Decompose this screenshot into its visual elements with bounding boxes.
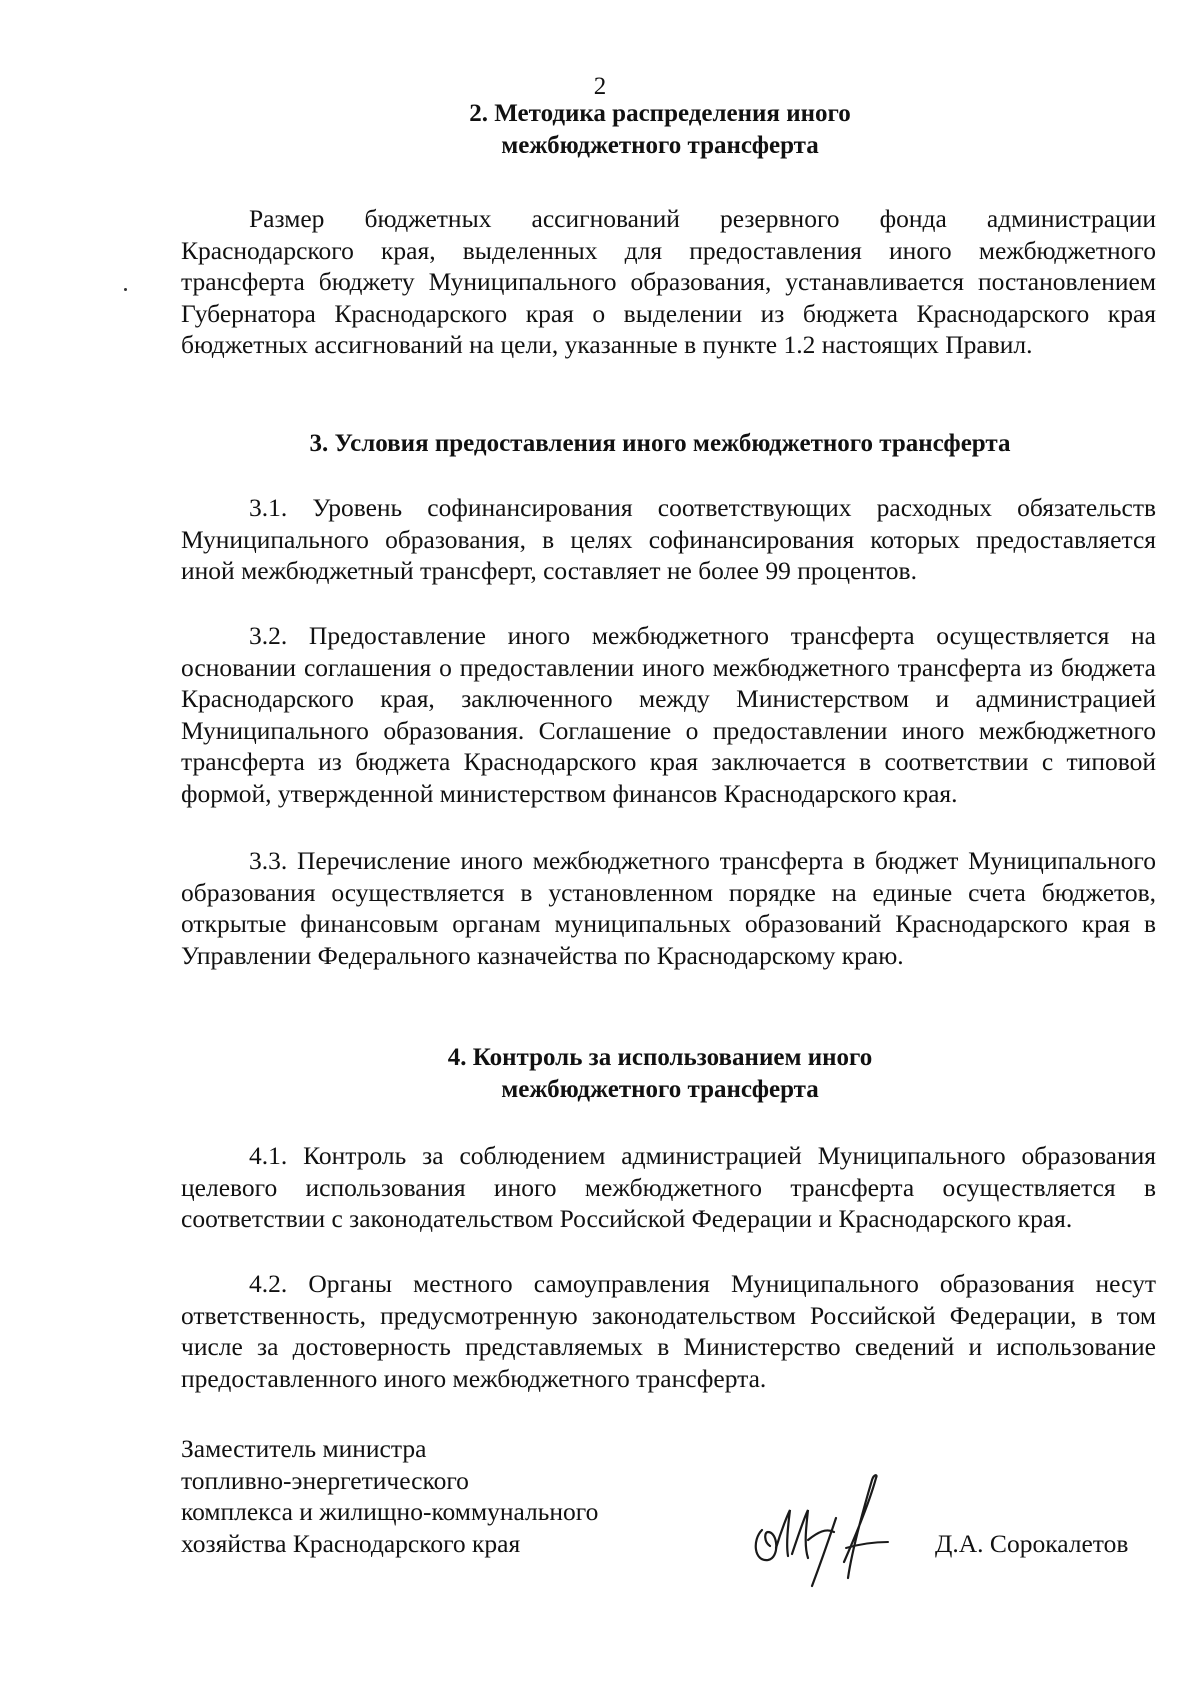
section-4-paragraph-2-text: 4.2. Органы местного самоуправления Муниципального образования несут ответственность, предусмотренную законодательством Российской Федерации, в том числе за достоверность представляемых в Министерство сведений и использование предоставленного иного межбюджетного трансферта. <box>181 1269 1156 1393</box>
section-3-paragraph-3 <box>181 845 1156 971</box>
section-4-paragraph-2 <box>181 1268 1156 1394</box>
section-4-paragraph-1 <box>181 1140 1156 1235</box>
signatory-position-line-4: хозяйства Краснодарского края <box>181 1528 521 1558</box>
signatory-position-line-1: Заместитель министра <box>181 1434 427 1463</box>
section-4-paragraph-1-text: 4.1. Контроль за соблюдением администрацией Муниципального образования целевого использования иного межбюджетного трансферта осуществляется в соответствии с законодательством Российской Федерации и Краснодарского края. <box>181 1141 1156 1233</box>
section-4-title-line-1: 4. Контроль за использованием иного <box>447 1044 873 1071</box>
signatory-position-line-2: топливно-энергетического <box>181 1465 469 1495</box>
section-3-paragraph-3-text: 3.3. Перечисление иного межбюджетного трансферта в бюджет Муниципального образования осуществляется в установленном порядке на единые счета бюджетов, открытые финансовым органам муниципальных образований Краснодарского края в Управлении Федерального казначейства по Краснодарскому краю. <box>181 846 1156 970</box>
signatory-position-line-3: комплекса и жилищно-коммунального <box>181 1497 599 1526</box>
section-2-title <box>180 98 1140 162</box>
section-3-paragraph-2 <box>181 620 1156 809</box>
section-3-title-line: 3. Условия предоставления иного межбюджетного трансферта <box>309 430 1011 457</box>
handwritten-signature <box>748 1470 908 1590</box>
signatory-position <box>181 1433 598 1559</box>
section-2-title-line-2: межбюджетного трансферта <box>501 132 819 159</box>
section-2-paragraph <box>181 203 1156 361</box>
section-3-paragraph-1 <box>181 492 1156 587</box>
section-3-paragraph-1-text: 3.1. Уровень софинансирования соответствующих расходных обязательств Муниципального образования, в целях софинансирования которых предоставляется иной межбюджетный трансферт, составляет не более 99 процентов. <box>181 493 1156 585</box>
section-3-paragraph-2-text: 3.2. Предоставление иного межбюджетного трансферта осуществляется на основании соглашения о предоставлении иного межбюджетного трансферта из бюджета Краснодарского края, заключенного между Министерством и администрацией Муниципального образования. Соглашение о предоставлении иного межбюджетного трансферта из бюджета Краснодарского края заключается в соответствии с типовой формой, утвержденной министерством финансов Краснодарского края. <box>181 621 1156 808</box>
signatory-name: Д.А. Сорокалетов <box>935 1529 1129 1558</box>
section-2-paragraph-text: Размер бюджетных ассигнований резервного фонда администрации Краснодарского края, выделенных для предоставления иного межбюджетного трансферта бюджету Муниципального образования, устанавливается постановлением Губернатора Краснодарского края о выделении из бюджета Краснодарского края бюджетных ассигнований на цели, указанные в пункте 1.2 настоящих Правил. <box>181 204 1156 359</box>
section-2-title-line-1: 2. Методика распределения иного <box>469 100 851 127</box>
section-4-title-line-2: межбюджетного трансферта <box>501 1076 819 1103</box>
section-4-title <box>180 1042 1140 1106</box>
section-3-title <box>180 428 1140 460</box>
scan-speck <box>124 288 127 291</box>
page-number: 2 <box>593 73 607 100</box>
